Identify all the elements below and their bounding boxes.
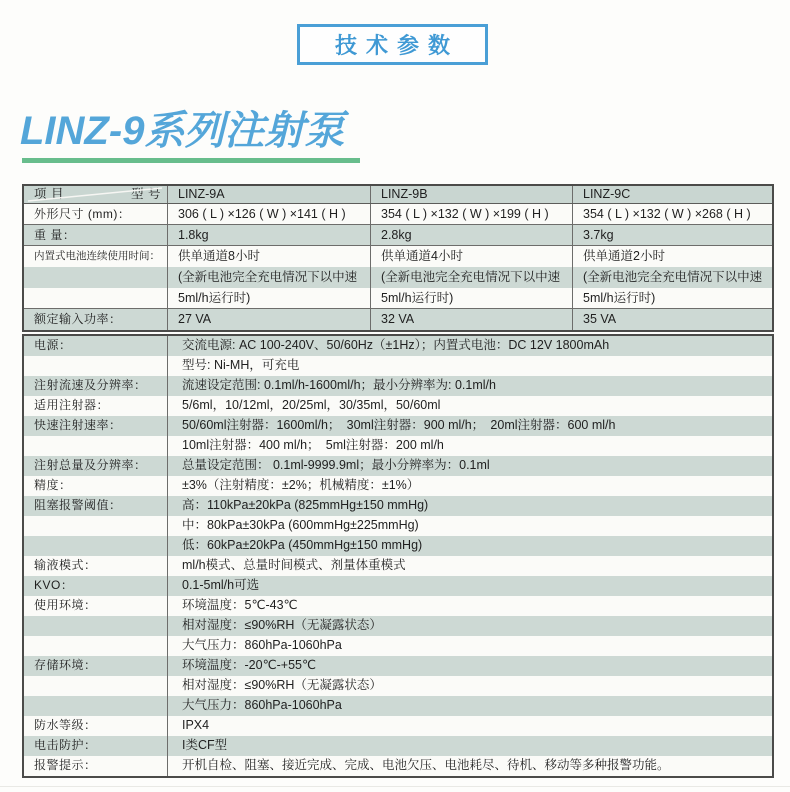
detail-row-value: 低：60kPa±20kPa (450mmHg±150 mmHg)	[182, 538, 423, 552]
spec-row	[24, 267, 772, 288]
detail-row-value: 高：110kPa±20kPa (825mmHg±150 mmHg)	[182, 498, 429, 512]
spec-cell: 32 VA	[371, 309, 573, 330]
spec-cell: (全新电池完全充电情况下以中速	[371, 267, 573, 288]
detail-row-value: 环境温度：-20℃-+55℃	[182, 658, 317, 672]
detail-row	[24, 336, 772, 356]
detail-row	[24, 656, 772, 676]
spec-header-item-label: 项 目	[34, 187, 64, 201]
spec-cell: 3.7kg	[583, 228, 614, 242]
tech-params-tag-label: 技术参数	[334, 33, 459, 58]
detail-row-value: 10ml注射器：400 ml/h； 5ml注射器：200 ml/h	[182, 438, 444, 452]
spec-cell: 2.8kg	[371, 225, 573, 245]
detail-row-label: 存储环境：	[24, 656, 168, 676]
detail-row	[24, 636, 772, 656]
detail-row-label	[24, 616, 168, 636]
spec-row	[24, 288, 772, 309]
detail-row	[24, 676, 772, 696]
detail-row-value: 大气压力：860hPa-1060hPa	[182, 638, 342, 652]
detail-row	[24, 536, 772, 556]
detail-row-label: KVO：	[24, 576, 168, 596]
spec-cell: 35 VA	[583, 312, 617, 326]
detail-row	[24, 396, 772, 416]
detail-row-value: 交流电源: AC 100-240V、50/60Hz（±1Hz）；内置式电池：DC 12V 1800mAh	[182, 338, 610, 352]
detail-row-label	[24, 356, 168, 376]
detail-row-value: 开机自检、阻塞、接近完成、完成、电池欠压、电池耗尽、待机、移动等多种报警功能。	[182, 758, 670, 772]
detail-row-label	[24, 676, 168, 696]
spec-cell: 354 ( L ) ×132 ( W ) ×199 ( H )	[371, 204, 573, 224]
spec-cell: 供单通道2小时	[583, 249, 665, 263]
detail-row	[24, 696, 772, 716]
detail-row	[24, 556, 772, 576]
detail-row-value: I类CF型	[182, 738, 228, 752]
detail-row-label: 精度：	[24, 476, 168, 496]
detail-row-value: 相对湿度：≤90%RH（无凝露状态）	[182, 678, 382, 692]
detail-row	[24, 356, 772, 376]
detail-row-label	[24, 536, 168, 556]
tech-params-tag	[297, 24, 488, 65]
spec-cell: (全新电池完全充电情况下以中速	[583, 270, 763, 284]
detail-row	[24, 456, 772, 476]
detail-row	[24, 596, 772, 616]
spec-cell: (全新电池完全充电情况下以中速	[168, 267, 371, 288]
spec-header-model-label: 型 号	[131, 187, 161, 201]
spec-row	[24, 204, 772, 225]
detail-row	[24, 736, 772, 756]
model-header-linz9c: LINZ-9C	[583, 187, 631, 201]
spec-cell: 5ml/h运行时)	[168, 288, 371, 308]
spec-table	[22, 184, 774, 332]
spec-row-label: 外形尺寸 (mm)：	[24, 204, 168, 224]
detail-row-label: 注射总量及分辨率：	[24, 456, 168, 476]
detail-row-value: 相对湿度：≤90%RH（无凝露状态）	[182, 618, 382, 632]
detail-row-label: 输液模式：	[24, 556, 168, 576]
detail-row-label: 电击防护：	[24, 736, 168, 756]
spec-rows	[24, 204, 772, 330]
detail-row	[24, 436, 772, 456]
detail-row-label	[24, 636, 168, 656]
detail-row-value: 50/60ml注射器：1600ml/h； 30ml注射器：900 ml/h； 20ml注射器：600 ml/h	[182, 418, 616, 432]
detail-row-label: 适用注射器：	[24, 396, 168, 416]
spec-row-label: 额定输入功率：	[24, 309, 168, 330]
spec-row-label: 重 量：	[24, 225, 168, 245]
detail-row	[24, 716, 772, 736]
detail-row-value: ml/h模式、总量时间模式、剂量体重模式	[182, 558, 406, 572]
detail-row	[24, 496, 772, 516]
detail-row	[24, 576, 772, 596]
detail-row-value: 环境温度：5℃-43℃	[182, 598, 298, 612]
model-header-linz9b: LINZ-9B	[371, 186, 573, 203]
detail-row-label: 电源：	[24, 336, 168, 356]
detail-row-value: 总量设定范围： 0.1ml-9999.9ml；最小分辨率为：0.1ml	[182, 458, 490, 472]
detail-row-label: 注射流速及分辨率：	[24, 376, 168, 396]
spec-row-label	[24, 288, 168, 308]
spec-header-diagonal-cell	[24, 186, 168, 203]
title-underline	[22, 158, 360, 163]
detail-row-value: ±3%（注射精度：±2%；机械精度：±1%）	[182, 478, 420, 492]
spec-cell: 306 ( L ) ×126 ( W ) ×141 ( H )	[168, 204, 371, 224]
detail-row-label	[24, 516, 168, 536]
diagonal-line	[24, 186, 168, 203]
detail-row-label: 阻塞报警阈值：	[24, 496, 168, 516]
model-header-linz9a: LINZ-9A	[168, 186, 371, 203]
detail-row-label: 快速注射速率：	[24, 416, 168, 436]
detail-row-value: 型号: Ni-MH，可充电	[182, 358, 300, 372]
detail-row	[24, 416, 772, 436]
detail-row-label	[24, 696, 168, 716]
detail-row	[24, 516, 772, 536]
detail-row-label: 防水等级：	[24, 716, 168, 736]
detail-row-label: 报警提示：	[24, 756, 168, 776]
detail-table	[22, 334, 774, 778]
detail-row-value: 中：80kPa±30kPa (600mmHg±225mmHg)	[182, 518, 419, 532]
spec-header-row	[24, 186, 772, 204]
spec-cell: 5ml/h运行时)	[583, 291, 656, 305]
detail-row-label	[24, 436, 168, 456]
scan-edge-line	[0, 786, 790, 787]
spec-row-label	[24, 267, 168, 288]
detail-row	[24, 616, 772, 636]
spec-cell: 供单通道4小时	[371, 246, 573, 267]
detail-row-value: 5/6ml，10/12ml，20/25ml，30/35ml，50/60ml	[182, 398, 441, 412]
detail-row-value: 大气压力：860hPa-1060hPa	[182, 698, 342, 712]
detail-row-value: 流速设定范围: 0.1ml/h-1600ml/h；最小分辨率为: 0.1ml/h	[182, 378, 496, 392]
detail-row-value: IPX4	[182, 718, 210, 732]
spec-row	[24, 225, 772, 246]
spec-cell: 1.8kg	[168, 225, 371, 245]
detail-row	[24, 756, 772, 776]
detail-row	[24, 476, 772, 496]
spec-cell: 5ml/h运行时)	[371, 288, 573, 308]
detail-row-label: 使用环境：	[24, 596, 168, 616]
spec-cell: 27 VA	[168, 309, 371, 330]
spec-row	[24, 246, 772, 267]
spec-row-label: 内置式电池连续使用时间：	[24, 246, 168, 267]
page-title: LINZ-9系列注射泵	[20, 109, 345, 153]
spec-cell: 354 ( L ) ×132 ( W ) ×268 ( H )	[583, 207, 751, 221]
detail-row-value: 0.1-5ml/h可选	[182, 578, 260, 592]
spec-cell: 供单通道8小时	[168, 246, 371, 267]
spec-row	[24, 309, 772, 330]
detail-row	[24, 376, 772, 396]
